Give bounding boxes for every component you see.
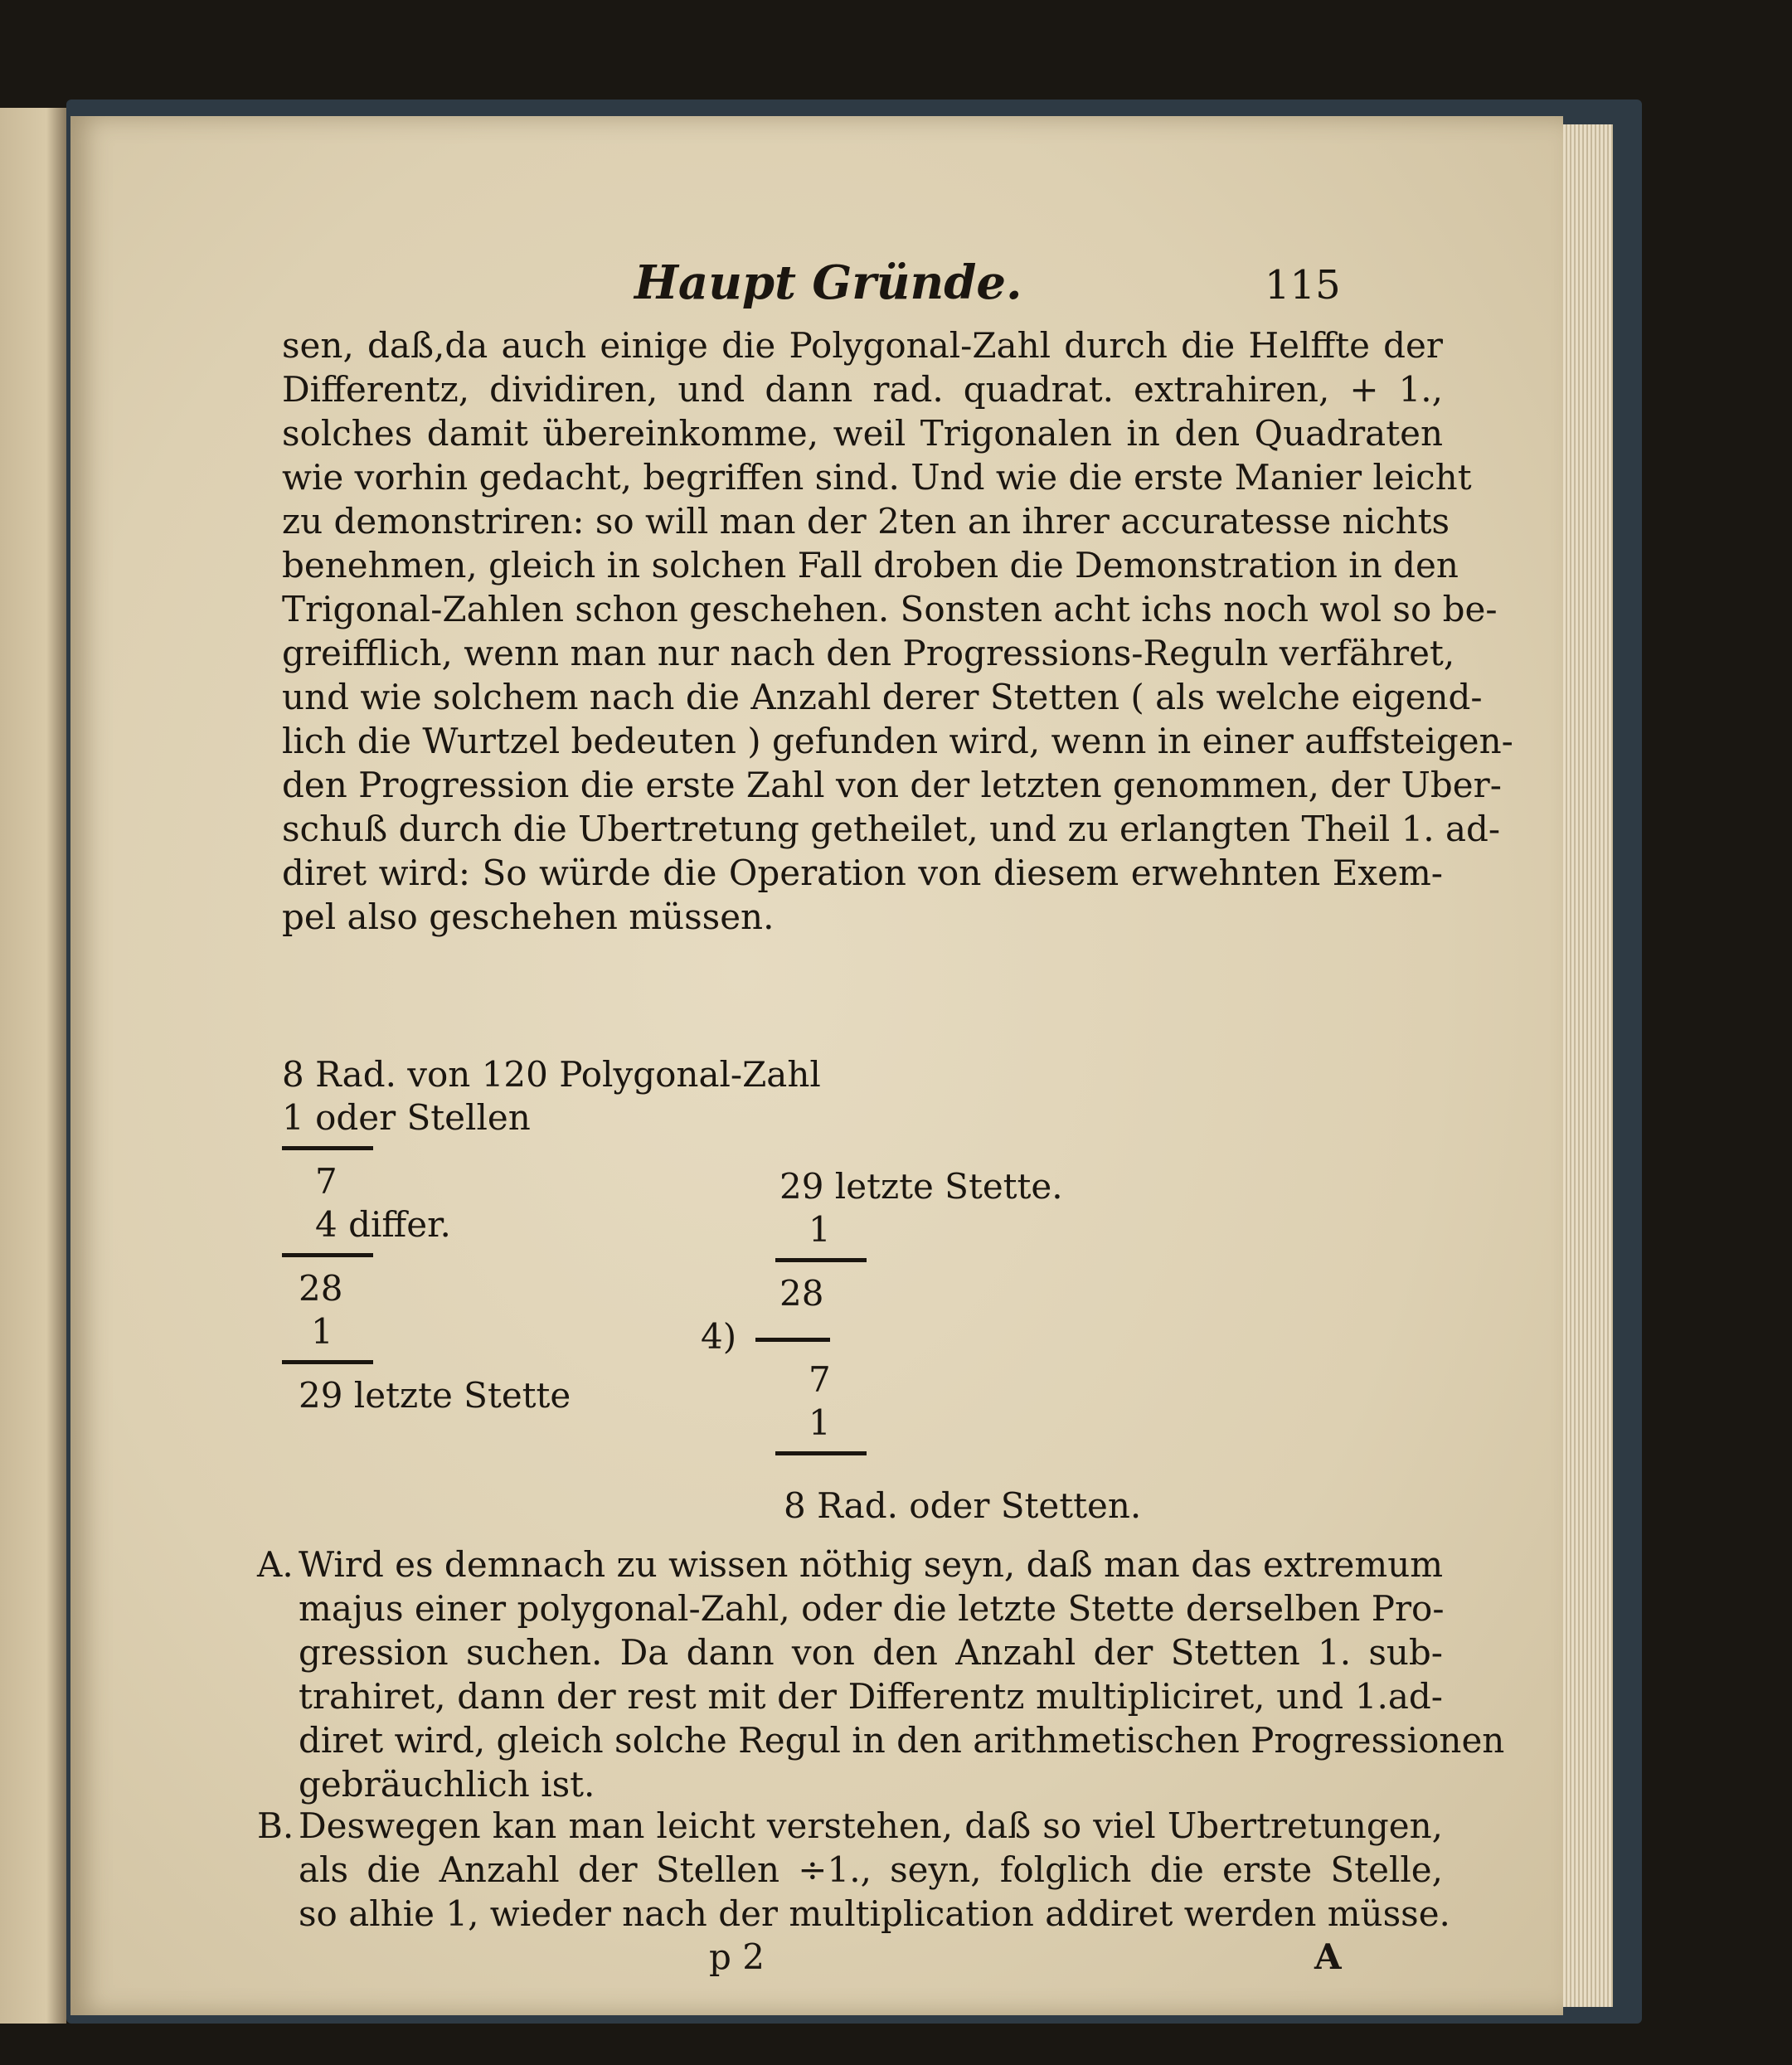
paragraph-label: A. bbox=[257, 1544, 294, 1585]
paragraph-a bbox=[257, 1543, 1505, 1806]
calc-rule bbox=[775, 1258, 867, 1262]
text-line: solches damit übereinkomme, weil Trigonalen in den Quadraten bbox=[282, 413, 1443, 454]
calc-row: 29 letzte Stette bbox=[299, 1375, 571, 1416]
calculation-left bbox=[282, 1053, 821, 1417]
text-line: diret wird, gleich solche Regul in den arithmetischen Progressionen bbox=[299, 1720, 1505, 1761]
calc-rule bbox=[282, 1253, 373, 1257]
text-line: diret wird: So würde die Operation von diesem erwehnten Exem- bbox=[282, 853, 1443, 893]
catchword: A bbox=[1314, 1936, 1342, 1977]
calculation-right bbox=[684, 1165, 1063, 1465]
calc-rule bbox=[775, 1451, 867, 1455]
calc-row: 4 differ. bbox=[315, 1204, 451, 1245]
page-block-edges bbox=[1563, 124, 1613, 2007]
text-line: und wie solchem nach die Anzahl derer Stetten ( als welche eigend- bbox=[282, 677, 1483, 717]
page-number: 115 bbox=[1265, 262, 1341, 309]
text-line: pel also geschehen müssen. bbox=[282, 896, 775, 937]
calc-rule bbox=[282, 1360, 373, 1364]
text-line: gression suchen. Da dann von den Anzahl der Stetten 1. sub- bbox=[299, 1632, 1443, 1673]
calc-row: 29 letzte Stette. bbox=[779, 1166, 1063, 1207]
calc-row: 8 Rad. von 120 Polygonal-Zahl bbox=[282, 1054, 821, 1095]
paragraph-label: B. bbox=[257, 1805, 294, 1846]
text-line: zu demonstriren: so will man der 2ten an ihrer accuratesse nichts bbox=[282, 501, 1450, 542]
text-line: als die Anzahl der Stellen ÷1., seyn, folglich die erste Stelle, bbox=[299, 1849, 1443, 1890]
text-line: Differentz, dividiren, und dann rad. quadrat. extrahiren, + 1., bbox=[282, 369, 1443, 410]
calc-row: 7 bbox=[315, 1161, 338, 1202]
text-line: den Progression die erste Zahl von der letzten genommen, der Uber- bbox=[282, 765, 1502, 805]
main-paragraph bbox=[282, 323, 1513, 939]
text-line: greifflich, wenn man nur nach den Progressions-Reguln verfähret, bbox=[282, 633, 1455, 673]
text-line: Trigonal-Zahlen schon geschehen. Sonsten acht ichs noch wol so be- bbox=[282, 589, 1498, 629]
text-line: sen, daß,da auch einige die Polygonal-Zahl durch die Helffte der bbox=[282, 325, 1443, 366]
calc-row: 28 bbox=[779, 1273, 824, 1314]
text-line: trahiret, dann der rest mit der Differentz multipliciret, und 1.ad- bbox=[299, 1676, 1443, 1717]
signature-mark: p 2 bbox=[709, 1936, 765, 1977]
text-line: benehmen, gleich in solchen Fall droben die Demonstration in den bbox=[282, 545, 1459, 585]
text-line: wie vorhin gedacht, begriffen sind. Und wie die erste Manier leicht bbox=[282, 457, 1472, 498]
calc-row: 1 bbox=[809, 1209, 831, 1250]
running-title: Haupt Gründe. bbox=[634, 255, 1022, 310]
calculation-result: 8 Rad. oder Stetten. bbox=[784, 1485, 1142, 1526]
text-line: Wird es demnach zu wissen nöthig seyn, daß man das extremum bbox=[299, 1544, 1444, 1585]
text-line: so alhie 1, wieder nach der multiplication addiret werden müsse. bbox=[299, 1893, 1450, 1934]
text-line: gebräuchlich ist. bbox=[299, 1764, 595, 1805]
calc-row-divisor bbox=[684, 1315, 1016, 1358]
calc-row: 1 oder Stellen bbox=[282, 1097, 531, 1138]
page-header bbox=[70, 255, 1563, 322]
calc-row: 7 bbox=[809, 1359, 831, 1400]
text-line: majus einer polygonal-Zahl, oder die letzte Stette derselben Pro- bbox=[299, 1588, 1445, 1629]
calc-row: 1 bbox=[311, 1311, 333, 1352]
book-page bbox=[70, 116, 1563, 2015]
paragraph-b bbox=[257, 1804, 1450, 1936]
calc-row: 28 bbox=[299, 1268, 343, 1309]
text-line: lich die Wurtzel bedeuten ) gefunden wird, wenn in einer auffsteigen- bbox=[282, 721, 1513, 761]
calc-rule bbox=[282, 1146, 373, 1150]
text-line: Deswegen kan man leicht verstehen, daß so viel Ubertretungen, bbox=[299, 1805, 1443, 1846]
division-rule bbox=[755, 1338, 830, 1342]
text-line: schuß durch die Ubertretung getheilet, und zu erlangten Theil 1. ad- bbox=[282, 809, 1501, 849]
facing-page-edge bbox=[0, 108, 66, 2024]
calc-row: 1 bbox=[809, 1402, 831, 1443]
divisor-label: 4) bbox=[701, 1316, 737, 1357]
